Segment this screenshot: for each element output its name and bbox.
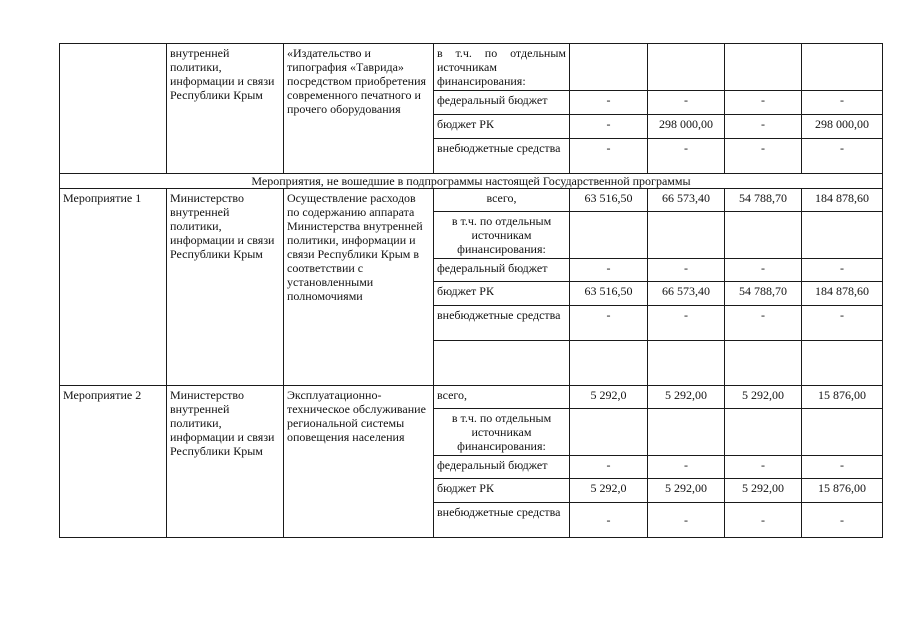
value-cell: 5 292,00 (725, 386, 802, 409)
value-cell: - (648, 456, 725, 479)
value-cell: 66 573,40 (648, 282, 725, 306)
measure-name-cell: Мероприятие 1 (60, 189, 167, 386)
value-cell: 298 000,00 (648, 115, 725, 139)
value-cell: - (570, 91, 648, 115)
value-cell: - (648, 91, 725, 115)
value-cell: 5 292,0 (570, 386, 648, 409)
funding-source-cell: федеральный бюджет (434, 259, 570, 282)
value-cell: 184 878,60 (802, 282, 883, 306)
table-row (60, 189, 883, 212)
value-cell: 54 788,70 (725, 189, 802, 212)
measure-name-cell (60, 44, 167, 174)
funding-source-cell: внебюджетные средства (434, 306, 570, 341)
value-cell: - (570, 259, 648, 282)
value-cell (802, 44, 883, 91)
empty-cell (648, 341, 725, 386)
value-cell: 5 292,00 (648, 479, 725, 503)
section-heading: Мероприятия, не вошедшие в подпрограммы настоящей Государственной программы (60, 174, 883, 189)
value-cell: - (725, 456, 802, 479)
value-cell: - (648, 139, 725, 174)
value-cell (725, 409, 802, 456)
value-cell: 63 516,50 (570, 189, 648, 212)
value-cell (570, 409, 648, 456)
value-cell (725, 212, 802, 259)
empty-cell (802, 341, 883, 386)
financing-table (59, 43, 883, 538)
executor-cell: Министерство внутренней политики, информации и связи Республики Крым (167, 386, 284, 538)
funding-source-cell: в т.ч. по отдельным источникам финансирования: (434, 409, 570, 456)
value-cell: - (570, 456, 648, 479)
funding-source-cell: бюджет РК (434, 282, 570, 306)
executor-cell: Министерство внутренней политики, информации и связи Республики Крым (167, 189, 284, 386)
value-cell: - (648, 503, 725, 538)
funding-source-cell: федеральный бюджет (434, 456, 570, 479)
funding-source-cell: бюджет РК (434, 115, 570, 139)
executor-cell: внутренней политики, информации и связи Республики Крым (167, 44, 284, 174)
value-cell (648, 212, 725, 259)
funding-source-cell: внебюджетные средства (434, 139, 570, 174)
value-cell (570, 44, 648, 91)
value-cell: 184 878,60 (802, 189, 883, 212)
value-cell: 54 788,70 (725, 282, 802, 306)
value-cell: 5 292,00 (725, 479, 802, 503)
value-cell: - (802, 259, 883, 282)
value-cell: - (570, 503, 648, 538)
value-cell: - (570, 306, 648, 341)
value-cell: - (802, 91, 883, 115)
value-cell (648, 44, 725, 91)
value-cell: - (725, 259, 802, 282)
funding-source-cell: внебюджетные средства (434, 503, 570, 538)
value-cell: - (725, 91, 802, 115)
funding-source-cell: всего, (434, 189, 570, 212)
value-cell: 5 292,00 (648, 386, 725, 409)
value-cell: - (570, 139, 648, 174)
value-cell: 15 876,00 (802, 386, 883, 409)
value-cell: 63 516,50 (570, 282, 648, 306)
value-cell: - (648, 259, 725, 282)
empty-cell (434, 341, 570, 386)
table-row (60, 44, 883, 91)
value-cell: 66 573,40 (648, 189, 725, 212)
value-cell: 15 876,00 (802, 479, 883, 503)
measure-name-cell: Мероприятие 2 (60, 386, 167, 538)
funding-source-cell: федеральный бюджет (434, 91, 570, 115)
value-cell: - (570, 115, 648, 139)
value-cell: - (802, 306, 883, 341)
measure-description-cell: «Издательство и типография «Таврида» посредством приобретения современного печатного и прочего оборудования (284, 44, 434, 174)
value-cell (802, 409, 883, 456)
funding-source-cell: бюджет РК (434, 479, 570, 503)
measure-description-cell: Эксплуатационно-техническое обслуживание региональной системы оповещения населения (284, 386, 434, 538)
funding-source-cell: в т.ч. по отдельным источникам финансирования: (434, 212, 570, 259)
empty-cell (570, 341, 648, 386)
value-cell: - (648, 306, 725, 341)
value-cell: - (725, 139, 802, 174)
value-cell: 298 000,00 (802, 115, 883, 139)
empty-cell (725, 341, 802, 386)
value-cell: - (802, 503, 883, 538)
value-cell: - (725, 115, 802, 139)
value-cell (648, 409, 725, 456)
table-row (60, 386, 883, 409)
section-heading-row (60, 174, 883, 189)
value-cell: - (725, 306, 802, 341)
value-cell (570, 212, 648, 259)
value-cell: - (725, 503, 802, 538)
funding-source-cell: всего, (434, 386, 570, 409)
value-cell: - (802, 139, 883, 174)
value-cell (802, 212, 883, 259)
value-cell: 5 292,0 (570, 479, 648, 503)
measure-description-cell: Осуществление расходов по содержанию аппарата Министерства внутренней политики, информации и связи Республики Крым в соответствии с установленными полномочиями (284, 189, 434, 386)
funding-source-cell: в т.ч. по отдельным источникам финансирования: (434, 44, 570, 91)
value-cell (725, 44, 802, 91)
value-cell: - (802, 456, 883, 479)
